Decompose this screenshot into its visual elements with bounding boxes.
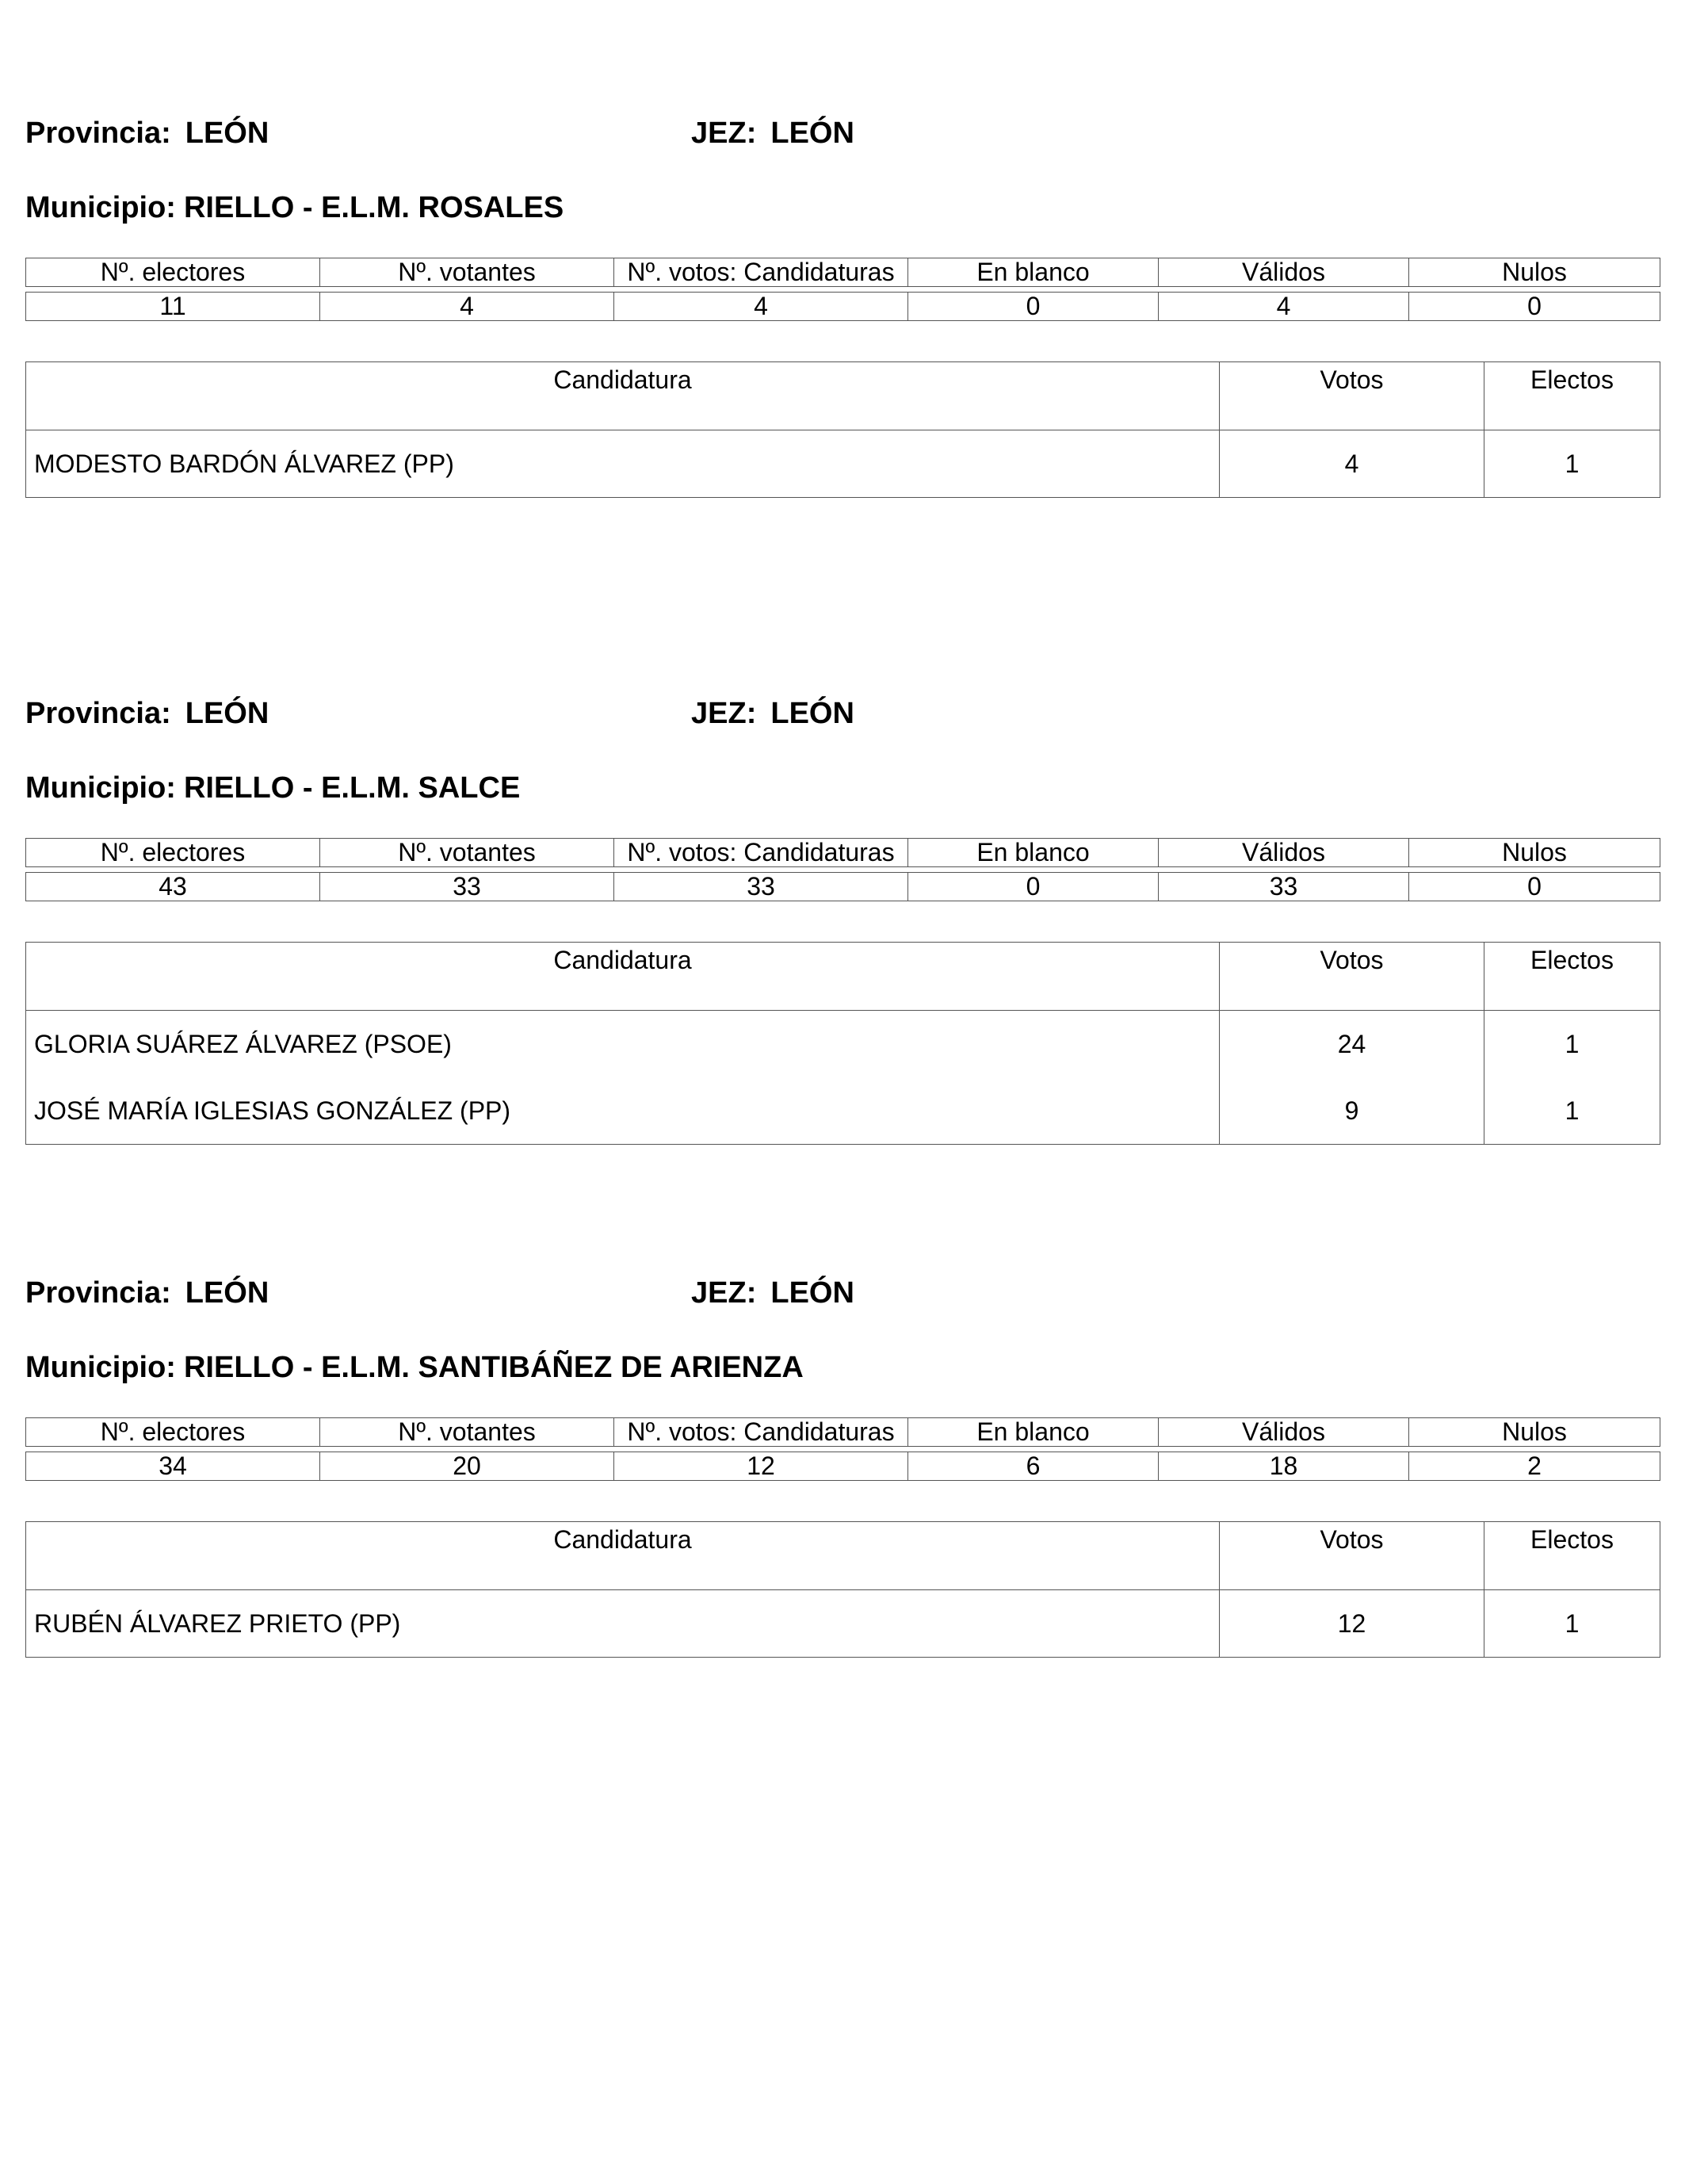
candidatura-header: Candidatura <box>26 943 1220 1011</box>
votos-header: Votos <box>1220 362 1484 430</box>
stats-value: 34 <box>26 1452 320 1481</box>
stats-value: 0 <box>1409 873 1660 901</box>
candidate-row <box>26 1011 1660 1078</box>
stats-header: En blanco <box>908 839 1159 867</box>
jez-value: LEÓN <box>770 1276 854 1310</box>
stats-value: 0 <box>1409 293 1660 321</box>
candidate-electos: 1 <box>1484 1590 1660 1658</box>
stats-value-row <box>26 873 1660 901</box>
stats-header: Válidos <box>1159 839 1409 867</box>
municipio-line <box>25 190 564 225</box>
candidate-electos: 1 <box>1484 430 1660 498</box>
stats-header: En blanco <box>908 1418 1159 1447</box>
candidate-electos: 1 <box>1484 1077 1660 1145</box>
provincia-value: LEÓN <box>185 697 269 730</box>
electos-header: Electos <box>1484 943 1660 1011</box>
electos-header: Electos <box>1484 1522 1660 1590</box>
stats-header: En blanco <box>908 258 1159 287</box>
jez-label: JEZ: <box>691 697 757 730</box>
stats-value: 18 <box>1159 1452 1409 1481</box>
jez-value: LEÓN <box>770 117 854 150</box>
stats-header: Nº. votantes <box>320 258 614 287</box>
result-section-1 <box>25 111 1660 499</box>
stats-header: Nº. electores <box>26 839 320 867</box>
stats-value-row <box>26 1452 1660 1481</box>
stats-header: Nº. votantes <box>320 1418 614 1447</box>
votos-header: Votos <box>1220 1522 1484 1590</box>
candidate-name: MODESTO BARDÓN ÁLVAREZ (PP) <box>26 430 1220 498</box>
candidates-table <box>25 361 1660 498</box>
stats-value: 33 <box>320 873 614 901</box>
stats-value: 0 <box>908 293 1159 321</box>
jez-label: JEZ: <box>691 1276 757 1310</box>
candidate-name: JOSÉ MARÍA IGLESIAS GONZÁLEZ (PP) <box>26 1077 1220 1145</box>
candidates-header-row <box>26 362 1660 430</box>
stats-header: Nulos <box>1409 839 1660 867</box>
provincia-value: LEÓN <box>185 1276 269 1310</box>
stats-value: 11 <box>26 293 320 321</box>
stats-header: Nº. electores <box>26 1418 320 1447</box>
stats-value: 33 <box>1159 873 1409 901</box>
candidatura-header: Candidatura <box>26 1522 1220 1590</box>
stats-value: 43 <box>26 873 320 901</box>
candidate-row <box>26 1077 1660 1145</box>
stats-value: 20 <box>320 1452 614 1481</box>
candidate-votos: 24 <box>1220 1011 1484 1078</box>
stats-value: 33 <box>614 873 908 901</box>
stats-header-row <box>26 258 1660 287</box>
votos-header: Votos <box>1220 943 1484 1011</box>
candidate-row <box>26 1590 1660 1658</box>
candidate-votos: 4 <box>1220 430 1484 498</box>
result-section-2 <box>25 691 1660 1135</box>
stats-header-row <box>26 839 1660 867</box>
stats-value: 4 <box>614 293 908 321</box>
candidates-table <box>25 1521 1660 1658</box>
candidate-name: GLORIA SUÁREZ ÁLVAREZ (PSOE) <box>26 1011 1220 1078</box>
stats-value: 0 <box>908 873 1159 901</box>
candidates-table <box>25 942 1660 1145</box>
stats-value: 12 <box>614 1452 908 1481</box>
stats-header-row <box>26 1418 1660 1447</box>
candidatura-header: Candidatura <box>26 362 1220 430</box>
stats-header: Nº. votos: Candidaturas <box>614 258 908 287</box>
stats-header: Nº. votos: Candidaturas <box>614 839 908 867</box>
municipio-label: Municipio: <box>25 1351 176 1384</box>
stats-header: Nº. votos: Candidaturas <box>614 1418 908 1447</box>
municipio-value: RIELLO - E.L.M. SALCE <box>183 771 521 805</box>
candidate-row <box>26 430 1660 498</box>
jez-line <box>691 116 854 151</box>
municipio-label: Municipio: <box>25 771 176 805</box>
municipio-line <box>25 1350 804 1385</box>
candidate-votos: 12 <box>1220 1590 1484 1658</box>
stats-value: 4 <box>1159 293 1409 321</box>
stats-table <box>25 258 1660 321</box>
jez-value: LEÓN <box>770 697 854 730</box>
jez-line <box>691 1276 854 1310</box>
jez-line <box>691 696 854 731</box>
stats-value-row <box>26 293 1660 321</box>
candidate-electos: 1 <box>1484 1011 1660 1078</box>
stats-table <box>25 838 1660 901</box>
stats-header: Nulos <box>1409 1418 1660 1447</box>
stats-value: 2 <box>1409 1452 1660 1481</box>
municipio-line <box>25 771 520 805</box>
provincia-line <box>25 116 269 151</box>
provincia-line <box>25 696 269 731</box>
provincia-line <box>25 1276 269 1310</box>
stats-value: 6 <box>908 1452 1159 1481</box>
provincia-label: Provincia: <box>25 1276 171 1310</box>
result-section-3 <box>25 1271 1660 1659</box>
candidates-header-row <box>26 943 1660 1011</box>
stats-table <box>25 1417 1660 1481</box>
provincia-label: Provincia: <box>25 697 171 730</box>
candidates-header-row <box>26 1522 1660 1590</box>
jez-label: JEZ: <box>691 117 757 150</box>
provincia-value: LEÓN <box>185 117 269 150</box>
municipio-label: Municipio: <box>25 191 176 224</box>
stats-header: Nº. electores <box>26 258 320 287</box>
candidate-name: RUBÉN ÁLVAREZ PRIETO (PP) <box>26 1590 1220 1658</box>
provincia-label: Provincia: <box>25 117 171 150</box>
stats-header: Válidos <box>1159 258 1409 287</box>
stats-header: Válidos <box>1159 1418 1409 1447</box>
electos-header: Electos <box>1484 362 1660 430</box>
stats-header: Nulos <box>1409 258 1660 287</box>
candidate-votos: 9 <box>1220 1077 1484 1145</box>
stats-header: Nº. votantes <box>320 839 614 867</box>
stats-value: 4 <box>320 293 614 321</box>
municipio-value: RIELLO - E.L.M. ROSALES <box>183 191 564 224</box>
municipio-value: RIELLO - E.L.M. SANTIBÁÑEZ DE ARIENZA <box>183 1351 804 1384</box>
